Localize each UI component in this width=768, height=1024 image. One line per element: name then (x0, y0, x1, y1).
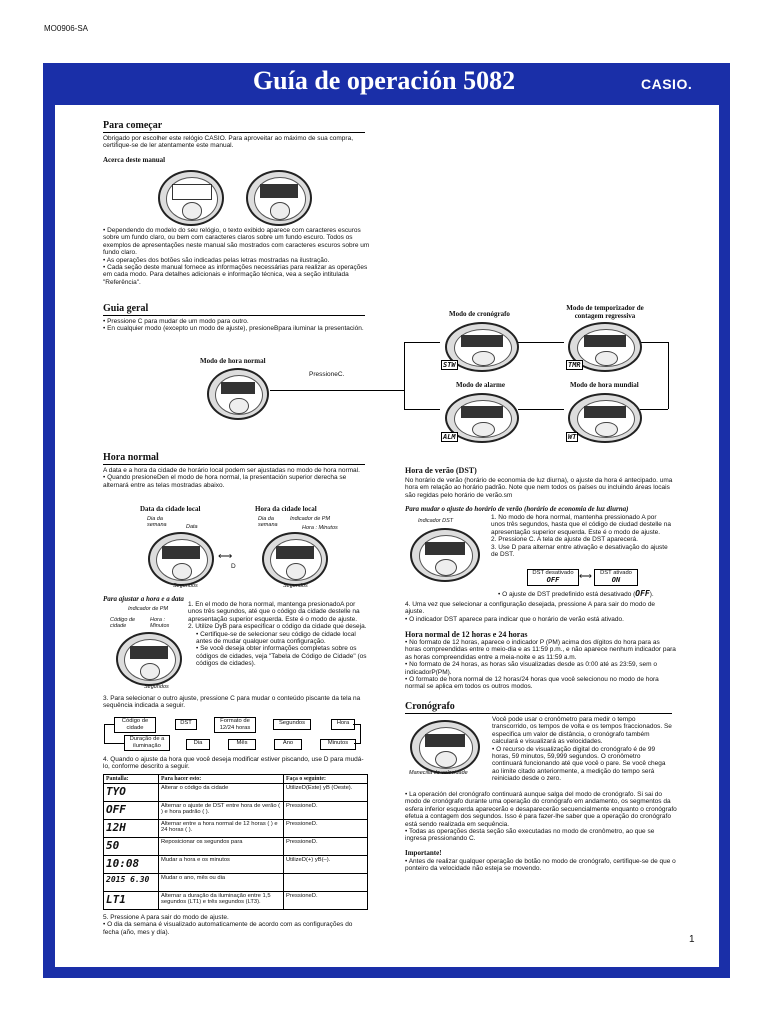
label-press-c: PressioneC. (309, 371, 345, 378)
section-heading-guia-geral: Guia geral (103, 303, 149, 314)
watch-cronografo-section (410, 720, 480, 774)
seq-iluminacao: Duração de a iluminação (124, 735, 170, 751)
label-dia-semana: Dia da semana (147, 516, 167, 528)
double-arrow-icon: ⟷ (579, 571, 592, 581)
section-heading-hora-normal: Hora normal (103, 452, 159, 463)
acerca-bullets: • Dependendo do modelo do seu relógio, o texto exibido aparece com caracteres escuros sobre um fundo claro, ou bem com caracteres claros sobre um fundo escuro. Todos os exemplos de apresentações neste manual são mostrados com caracteres escuros sobre um fundo claro. • As operações dos botões são indicadas pelas letras mostradas na ilustração. • Cada seção deste manual fornece as informações necessárias para realizar as operações em cada modo. Para detalhes adicionais e informação técnica, vea a seção intitulada "Referência". (103, 227, 370, 286)
dst-default-note: • O ajuste de DST predefinido está desativado (OFF). (498, 589, 654, 598)
section-heading-cronografo: Cronógrafo (405, 701, 455, 712)
cronografo-intro: Você pode usar o cronômetro para medir o tempo transcorrido, os tempos de volta e os tempos fraccionados. Se especifica um valor de distância, o cronógrafo também calculará e visualizará as velocidades. • O recurso de visualização digital do cronógrafo é de 99 horas, 59 minutos, 59,999 segundos. O cronômetro continuará funcionando até que você o pare. Se você chega ao limite citado anteriormente, a medição do tempo será reiniciado desde o zero. (492, 716, 672, 783)
tag-stw: STW (443, 361, 456, 369)
dst-step4: 4. Uma vez que selecionar a configuração desejada, pressione A para sair do modo de ajuste. • O indicador DST aparece para indicar que o horário de verão está ativado. (405, 601, 656, 623)
section-rule (103, 132, 365, 133)
ajuste-steps: 1. En el modo de hora normal, mantenga presionadoA por unos três segundos, até que o código da cidade destelle na apresentação superior esquerda. Este é o modo de ajuste. 2. Utilize DyB para especificar o código da cidade que deseja. • Certifique-se de selecionar seu código de cidade local antes de mudar qualquer outra configuração. • Se você deseja obter informações completas sobre os códigos de cidades, veja "Tabela de Código de Cidade" (os códigos de cidades). (188, 601, 367, 668)
label-modo-temporizador: Modo de temporizador de contagem regressiva (566, 304, 644, 320)
cronografo-important-note: • Antes de realizar qualquer operação de botão no modo de cronógrafo, certifique-se de que o ponteiro da velocidade não esteja se movendo. (405, 858, 676, 873)
table-row: 50 Reposicionar os segundos para PressioneD. (104, 838, 368, 856)
double-arrow-icon: ⟷ (218, 551, 233, 562)
table-header-action: Para hacer esto: (159, 775, 284, 784)
dst-off-box: DST desativado OFF (527, 569, 579, 586)
watch-data-local (148, 532, 214, 586)
intro-text: Obrigado por escolher este relógio CASIO. Para aproveitar ao máximo de sua compra, certifique-se de ler atentamente este manual. (103, 135, 354, 150)
casio-logo: CASIO. (641, 76, 693, 92)
hora-12-24-bullets: • No formato de 12 horas, aparece o indicador P (PM) acima dos dígitos do hora para as horas compreendidas entre o meio-dia e as 11:59 p.m., e não aparece nenhum indicador para as horas compreendidas entre a meia-noite e as 11:59 a.m. • No formato de 24 horas, as horas são visualizadas desde as 0:00 até as 23:59, sem o indicadorP(PM). • O formato de hora normal de 12 horas/24 horas que você selecionou no modo de hora normal se aplica em todos os outros modos. (405, 639, 676, 691)
seq-codigo-cidade: Código de cidade (114, 717, 156, 733)
label-hora-cidade-local: Hora da cidade local (255, 505, 317, 513)
tag-alm: ALM (443, 433, 456, 441)
table-row: 10:08 Mudar a hora e os minutos UtilizeD(+) yB(–). (104, 856, 368, 874)
label-manecilla-velocidade: Manecilla de velocidade (409, 770, 468, 776)
subheading-ajustar-hora: Para ajustar a hora e a data (103, 595, 184, 603)
ajuste-step5: 5. Pressione A para sair do modo de ajuste. • O dia da semana é visualizado automaticamente de acordo com as configurações do fecha (año, mes y día). (103, 914, 353, 936)
label-button-d: D (231, 563, 236, 570)
seq-ano: Ano (274, 739, 302, 750)
guia-geral-bullets: • Pressione C para mudar de um modo para outro. • En cualquier modo (excepto un modo de ajuste), presioneBpara iluminar la presentación. (103, 318, 364, 333)
section-heading-hora-verao: Hora de verão (DST) (405, 466, 477, 475)
section-heading-para-comecar: Para começar (103, 120, 163, 131)
page-title: Guía de operación 5082 (252, 66, 516, 95)
label-modo-hora-normal: Modo de hora normal (200, 357, 266, 365)
ajuste-step4: 4. Quando o ajuste da hora que você deseja modificar estiver piscando, use D para mudá-lo, conforme descrito a seguir. (103, 756, 364, 771)
table-row: OFF Alternar o ajuste de DST entre hora de verão ( ) e hora padrão ( ). PressioneD. (104, 802, 368, 820)
watch-dst (410, 528, 480, 582)
label-indicador-pm: Indicador de PM (290, 516, 331, 522)
label-data-cidade-local: Data da cidade local (140, 505, 201, 513)
subheading-mudar-dst: Para mudar o ajuste do horário de verão (horário de economia de luz diurna) (405, 505, 629, 513)
page-number: 1 (689, 934, 695, 945)
label-segundos-2: Segundos (283, 583, 308, 589)
ajuste-table (103, 774, 368, 910)
label-segundos: Segundos (173, 583, 198, 589)
dst-on-box: DST ativado ON (594, 569, 638, 586)
seq-formato: Formato de 12/24 horas (214, 717, 256, 733)
table-row: 2015 6.30 Mudar o ano, mês ou dia (104, 874, 368, 892)
seq-dia: Dia (186, 739, 210, 750)
ajuste-step3: 3. Para selecionar o outro ajuste, pressione C para mudar o conteúdo piscante da tela na sequência indicada a seguir. (103, 695, 361, 710)
section-rule (103, 315, 365, 316)
hora-verao-intro: No horário de verão (horário de economia de luz diurna), o ajuste da hora é antecipado. uma hora em relação ao horário padrão. Note que nem todos os países ou incluindo áreas locais são regidas pelo horário de verão.sm (405, 477, 673, 499)
tag-wt: WT (568, 433, 577, 441)
label-importante: Importante! (405, 849, 442, 857)
watch-illustration-light (158, 170, 224, 226)
table-row: 12H Alternar entre a hora normal de 12 horas ( ) e 24 horas ( ). PressioneD. (104, 820, 368, 838)
label-indicador-dst: Indicador DST (418, 518, 454, 524)
label-modo-alarme: Modo de alarme (456, 381, 505, 389)
label-ajuste-pm: Indicador de PM (128, 606, 169, 612)
table-row: TYO Alterar o código da cidade UtilizeD(Este) yB (Oeste). (104, 784, 368, 802)
dst-steps: 1. No modo de hora normal, mantenha pressionado A por unos três segundos, hasta que el código de ciudad destelle na apresentação superior esquerda. Este é o modo de ajuste. 2. Pressione C. A tela de ajuste de DST aparecerá. 3. Use D para alternar entre ativação e desativação do ajuste de DST. (491, 514, 671, 559)
tag-tmr: TMR (568, 361, 581, 369)
seq-minutos: Minutos (320, 739, 356, 750)
cronografo-bullets: • La operación del cronógrafo continuará aunque salga del modo de cronógrafo. Si sai do modo de cronógrafo durante uma operação do cronógrafo em andamento, os segmentos da esfera inferior esquerda aparecerão e desaparecerão secuencialmente enquanto o cronógrafo efetua a contagem dos segundos. Isso é para fazer-lhe saber que a operação do cronógrafo está sendo realizada em sequência. • Todas as operações desta seção são executadas no modo de cronômetro, ao que se ingresa pressionando C. (405, 791, 677, 843)
seq-mes: Mês (228, 739, 256, 750)
label-modo-cronografo: Modo de cronógrafo (449, 310, 510, 318)
label-ajuste-codigo: Código de cidade (110, 617, 136, 629)
label-modo-hora-mundial: Modo de hora mundial (570, 381, 639, 389)
label-ajuste-hora: Hora : Minutos (150, 617, 170, 629)
watch-illustration-dark (246, 170, 312, 226)
section-heading-12-24: Hora normal de 12 horas e 24 horas (405, 630, 528, 639)
section-rule (405, 713, 672, 714)
seq-segundos: Segundos (273, 719, 311, 730)
table-row: LT1 Alternar a duração da iluminação entre 1,5 segundos (LT1) e três segundos (LT3). PressioneD. (104, 892, 368, 910)
label-data: Data (186, 524, 198, 530)
seq-dst: DST (175, 719, 197, 730)
document-code: MO0906-SA (44, 24, 89, 33)
seq-hora: Hora (331, 719, 355, 730)
watch-hora-normal (207, 368, 269, 420)
hora-normal-intro: A data e a hora da cidade de horário local podem ser ajustadas no modo de hora normal. • Quando presioneDen el modo de hora normal, la presentación superior derecha se alternará entre as telas mostradas abaixo. (103, 467, 360, 489)
watch-hora-local (262, 532, 328, 586)
section-rule (103, 464, 365, 465)
table-header-display: Pantalla: (104, 775, 159, 784)
subheading-acerca: Acerca deste manual (103, 156, 166, 164)
watch-hora-mundial (568, 393, 642, 443)
label-hora-minutos: Hora : Minutos (302, 525, 338, 531)
table-header-how: Faça o seguinte: (284, 775, 368, 784)
watch-ajuste (116, 632, 182, 686)
label-dia-semana-2: Dia da semana (258, 516, 278, 528)
label-ajuste-segundos: Segundos (144, 684, 169, 690)
